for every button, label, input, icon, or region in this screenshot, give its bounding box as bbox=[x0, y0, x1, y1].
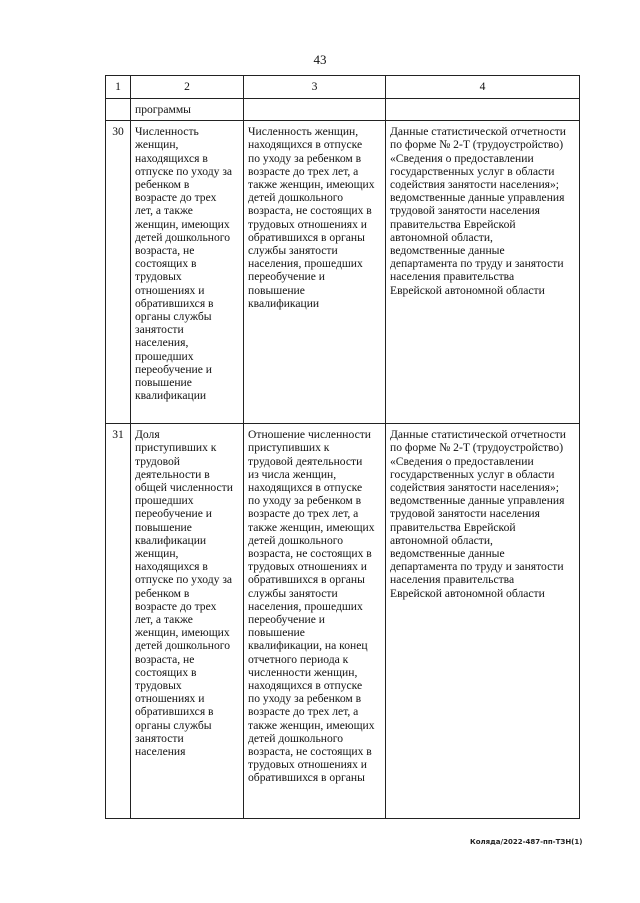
cell-num: 30 bbox=[106, 121, 131, 424]
cell-num: 31 bbox=[106, 424, 131, 819]
cell-source: Данные статистической отчетности по форме № 2-Т (трудоустройство) «Сведения о предоставлении государственных услуг в области содействия занятости населения»; ведомственные данные управления трудовой занятости населения правительства Еврейской автономной области, ведомственные данные департамента по труду и занятости населения правительства Еврейской автономной области bbox=[386, 121, 580, 424]
table-row-continuation bbox=[106, 99, 580, 121]
table-header-row bbox=[106, 76, 580, 99]
page-number: 43 bbox=[313, 52, 327, 67]
table-row bbox=[106, 121, 580, 424]
header-col-1: 1 bbox=[106, 76, 131, 99]
cell-source: Данные статистической отчетности по форме № 2-Т (трудоустройство) «Сведения о предоставлении государственных услуг в области содействия занятости населения»; ведомственные данные управления трудовой занятости населения правительства Еврейской автономной области, ведомственные данные департамента по труду и занятости населения правительства Еврейской автономной области bbox=[386, 424, 580, 819]
document-code: Коляда/2022-487-пп-ТЗН(1) bbox=[470, 838, 583, 846]
cell-method bbox=[244, 99, 386, 121]
cell-method: Численность женщин, находящихся в отпуске по уходу за ребенком в возрасте до трех лет, а также женщин, имеющих детей дошкольного возраста, не состоящих в трудовых отношениях и обратившихся в органы службы занятости населения, прошедших переобучение и повышение квалификации bbox=[244, 121, 386, 424]
cell-indicator: Численность женщин, находящихся в отпуске по уходу за ребенком в возрасте до трех лет, а также женщин, имеющих детей дошкольного возраста, не состоящих в трудовых отношениях и обратившихся в органы службы занятости населения, прошедших переобучение и повышение квалификации bbox=[131, 121, 244, 424]
cell-source bbox=[386, 99, 580, 121]
header-col-4: 4 bbox=[386, 76, 580, 99]
header-col-3: 3 bbox=[244, 76, 386, 99]
cell-indicator: программы bbox=[131, 99, 244, 121]
header-col-2: 2 bbox=[131, 76, 244, 99]
cell-num bbox=[106, 99, 131, 121]
cell-method: Отношение численности приступивших к трудовой деятельности из числа женщин, находящихся в отпуске по уходу за ребенком в возрасте до трех лет, а также женщин, имеющих детей дошкольного возраста, не состоящих в трудовых отношениях и обратившихся в органы службы занятости населения, прошедших переобучение и повышение квалификации, на конец отчетного периода к численности женщин, находящихся в отпуске по уходу за ребенком в возрасте до трех лет, а также женщин, имеющих детей дошкольного возраста, не состоящих в трудовых отношениях и обратившихся в органы bbox=[244, 424, 386, 819]
table-row bbox=[106, 424, 580, 819]
cell-indicator: Доля приступивших к трудовой деятельности в общей численности прошедших переобучение и повышение квалификации женщин, находящихся в отпуске по уходу за ребенком в возрасте до трех лет, а также женщин, имеющих детей дошкольного возраста, не состоящих в трудовых отношениях и обратившихся в органы службы занятости населения bbox=[131, 424, 244, 819]
indicators-table bbox=[105, 75, 580, 819]
